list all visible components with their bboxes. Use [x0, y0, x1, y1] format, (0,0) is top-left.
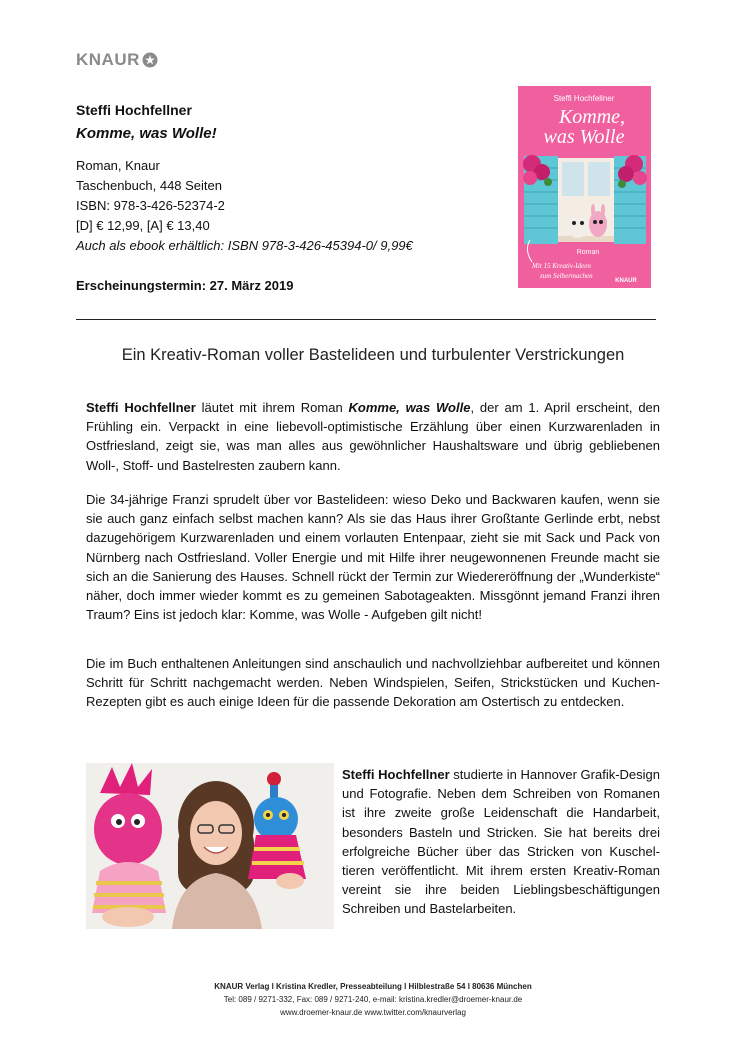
cover-title-line2: was Wolle [543, 126, 625, 148]
intro-book-title: Komme, was Wolle [348, 400, 471, 415]
footer-web-links[interactable]: www.droemer-knaur.de www.twitter.com/knaurverlag [280, 1008, 466, 1017]
headline: Ein Kreativ-Roman voller Bastelideen und turbulenter Verstrickungen [121, 346, 625, 364]
footer [76, 980, 670, 1019]
book-price: [D] € 12,99, [A] € 13,40 [76, 218, 210, 233]
cover-tagline-line1: Mit 15 Kreativ-Ideen [532, 262, 591, 270]
knaur-logo [76, 50, 158, 70]
cover-tagline-line2: zum Selbermachen [540, 272, 593, 280]
paragraph-instructions: Die im Buch enthaltenen Anleitungen sind anschaulich und nachvollziehbar aufbereitet und können Schritt für Schritt nachgemacht werden. Neben Windspielen, Seifen, Strickstücken und Kuchen-Rezepten gibt es auch einige Ideen für die passende Dekoration am Ostertisch zu entdecken. [86, 656, 660, 710]
book-format: Taschenbuch, 448 Seiten [76, 178, 222, 193]
book-info [76, 100, 496, 296]
cover-author: Steffi Hochfellner [553, 94, 615, 103]
author-bio: Steffi Hochfellner studierte in Hannover Grafik-Design und Fotografie. Neben dem Schreiben von Romanen ist ihre zweite große Leidenschaft die Handarbeit, besonders Basteln und Stricken. Sie hat bereits drei erfolgreiche Bücher über das Stricken von Kuscheltieren veröffentlicht. Mit ihrem ersten Kreativ-Roman vereint sie ihre beiden Lieblingsbeschäftigungen Schreiben und Bastelarbeiten. [342, 767, 661, 917]
paragraph-intro: Steffi Hochfellner läutet mit ihrem Roman Komme, was Wolle, der am 1. April erscheint, den Frühling ein. Verpackt in eine liebevoll-optimistische Erzählung über einen Kurzwarenladen in Ostfriesland, zeigt sie, was man alles aus gewöhnlicher Haushaltsware und übrig gebliebenen Woll-, Stoff- und Bastelresten zaubern kann. [86, 400, 661, 473]
book-ebook: Auch als ebook erhältlich: ISBN 978-3-426-45394-0/ 9,99€ [76, 238, 413, 253]
book-genre: Roman, Knaur [76, 158, 160, 173]
book-title: Komme, was Wolle! [76, 125, 217, 142]
release-date: Erscheinungstermin: 27. März 2019 [76, 278, 294, 293]
book-isbn: ISBN: 978-3-426-52374-2 [76, 198, 225, 213]
cover-label: Roman [576, 249, 600, 256]
intro-author: Steffi Hochfellner [86, 400, 196, 415]
star-circle-icon [142, 52, 158, 68]
book-cover [518, 86, 651, 288]
footer-contact: Tel: 089 / 9271-332, Fax: 089 / 9271-240, e-mail: kristina.kredler@droemer-knaur.de [223, 995, 523, 1004]
author-photo [86, 763, 334, 929]
logo-text: KNAUR [76, 50, 140, 69]
book-author: Steffi Hochfellner [76, 102, 192, 118]
cover-title-line1: Komme, [558, 106, 626, 128]
paragraph-story: Die 34-jährige Franzi sprudelt über vor Bastelideen: wieso Deko und Backwaren kaufen, wenn sie sie auch ganz einfach selbst machen kann? Als sie das Haus ihrer Großtante Gerlinde erbt, nebst dazugehörigem Kurzwarenladen und einem vorlauten Entenpaar, zieht sie mit Sack und Pack von Nürnberg nach Ostfriesland. Voller Energie und mit Hilfe ihrer neugewonnenen Freunde macht sie sich an die Sanierung des Hauses. Schnell rückt der Termin zur Wiedereröffnung der „Wunderkiste“ näher, doch immer wieder kommt es zu gemeinen Sabotageakten. Missgönnt jemand Franzi ihren Traum? Eins ist jedoch klar: Komme, was Wolle - Aufgeben gilt nicht! [86, 492, 660, 623]
bio-name: Steffi Hochfellner [342, 767, 450, 782]
footer-publisher: KNAUR Verlag l Kristina Kredler, Presseabteilung l Hilblestraße 54 l 80636 München [214, 982, 532, 991]
cover-publisher: KNAUR [615, 278, 637, 284]
divider-line [76, 319, 656, 320]
